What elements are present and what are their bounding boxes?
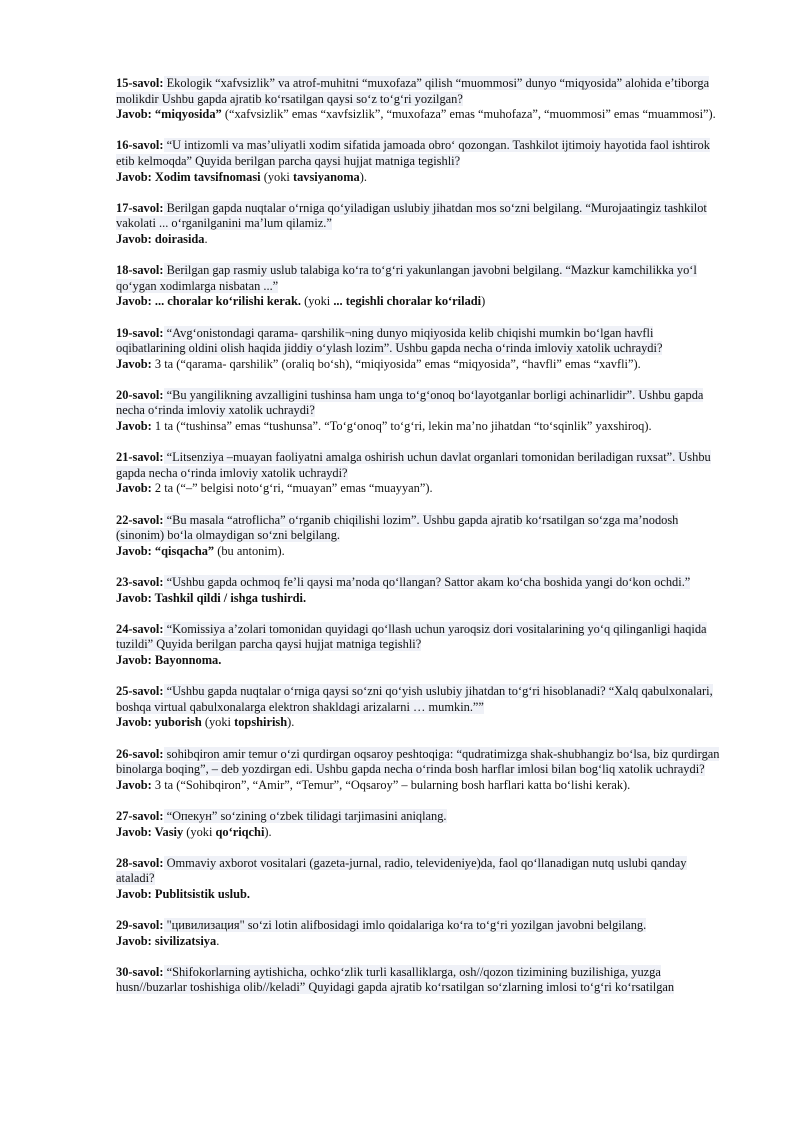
answer-segment: (yoki xyxy=(201,715,235,730)
question-text xyxy=(116,201,722,232)
question-block xyxy=(116,965,722,996)
answer-segment: Publitsistik uslub. xyxy=(151,886,250,901)
question-text xyxy=(116,138,722,169)
answer-label: Javob: xyxy=(116,933,152,948)
question-body: Berilgan gap rasmiy uslub talabiga ko‘ra to‘g‘ri yakunlangan javobni belgilang. “Mazkur kamchilikka yo‘l qo‘ygan xodimlarga nisbatan ...” xyxy=(116,263,697,293)
question-text xyxy=(116,513,722,544)
question-body: “Bu masala “atroflicha” o‘rganib chiqilishi lozim”. Ushbu gapda ajratib ko‘rsatilgan so‘zga ma’nodosh (sinonim) bo‘la olmaydigan so‘zni belgilang. xyxy=(116,512,679,543)
answer-label: Javob: xyxy=(116,777,152,792)
question-number: 20-savol: xyxy=(116,387,164,402)
answer-segment: sivilizatsiya xyxy=(151,933,217,948)
question-body: Berilgan gapda nuqtalar o‘rniga qo‘yiladigan uslubiy jihatdan mos so‘zni belgilang. “Murojaatingiz tashkilot vakolati ... o‘rganilganini ma’lum qilamiz.” xyxy=(116,200,707,231)
question-text xyxy=(116,809,722,825)
answer-label: Javob: xyxy=(116,294,152,309)
question-body: “Shifokorlarning aytishicha, ochko‘zlik turli kasalliklarga, osh//qozon tizimining buzilishiga, yuzga husn//buzarlar toshishiga olib//keladi” Quyidagi gapda ajratib ko‘rsatilgan so‘zlarning imlosi to‘g‘ri ko‘rsatilgan xyxy=(116,964,675,995)
answer-segment: (yoki xyxy=(300,294,334,309)
answer-label: Javob: xyxy=(116,356,152,371)
question-block xyxy=(116,326,722,373)
question-number: 23-savol: xyxy=(116,575,164,589)
question-body: “Ushbu gapda nuqtalar o‘rniga qaysi so‘zni qo‘yish uslubiy jihatdan to‘g‘ri hisoblanadi? “Xalq qabulxonalari, boshqa virtual qabulxonalarga elektron shakldagi arizalarni … mumkin.”” xyxy=(116,684,713,714)
answer-label: Javob: xyxy=(116,652,152,667)
question-block xyxy=(116,513,722,560)
answer-line xyxy=(116,419,722,435)
question-text xyxy=(116,856,722,887)
question-block xyxy=(116,622,722,669)
answer-label: Javob: xyxy=(116,824,152,839)
question-block xyxy=(116,575,722,606)
question-body: Ekologik “xafvsizlik” va atrof-muhitni “muxofaza” qilish “muommosi” dunyo “miqyosida” alohida e’tiborga molikdir Ushbu gapda ajratib ko‘rsatilgan qaysi so‘z to‘g‘ri yozilgan? xyxy=(116,76,710,106)
answer-segment: “miqyosida” xyxy=(154,107,222,122)
answer-line xyxy=(116,544,722,560)
question-body: “Ushbu gapda ochmoq fe’li qaysi ma’noda qo‘llangan? Sattor akam ko‘cha boshida yangi do‘kon ochdi.” xyxy=(163,575,691,589)
answer-line xyxy=(116,887,722,903)
answer-line xyxy=(116,294,722,310)
answer-segment: (yoki xyxy=(183,824,216,839)
answer-label: Javob: xyxy=(116,107,152,122)
question-number: 27-savol: xyxy=(116,808,164,823)
question-text xyxy=(116,684,722,715)
answer-segment: Tashkil qildi / ishga tushirdi. xyxy=(151,590,307,605)
question-text xyxy=(116,450,722,481)
question-number: 15-savol: xyxy=(116,76,164,90)
answer-segment: topshirish xyxy=(234,715,288,730)
question-body: Ommaviy axborot vositalari (gazeta-jurnal, radio, televideniye)da, faol qo‘llanadigan nutq uslubi qanday ataladi? xyxy=(116,855,687,886)
answer-segment: Bayonnoma. xyxy=(151,652,222,667)
answer-line xyxy=(116,232,722,248)
answer-segment: Vasiy xyxy=(151,824,184,839)
answer-segment: tavsiyanoma xyxy=(292,169,360,184)
question-text xyxy=(116,747,722,778)
answer-label: Javob: xyxy=(116,231,152,246)
answer-segment: (yoki xyxy=(260,169,293,184)
answer-segment: ). xyxy=(287,715,295,730)
answer-segment: ) xyxy=(481,294,486,309)
answer-label: Javob: xyxy=(116,543,152,558)
question-block xyxy=(116,918,722,949)
question-text xyxy=(116,388,722,419)
answer-line xyxy=(116,653,722,669)
question-number: 17-savol: xyxy=(116,200,164,215)
answer-line xyxy=(116,715,722,731)
question-text xyxy=(116,76,722,107)
answer-segment: ). xyxy=(359,169,367,184)
question-body: “Bu yangilikning avzalligini tushinsa ham unga to‘g‘onoq bo‘layotganlar borligi achinarlidir”. Ushbu gapda necha o‘rinda imloviy xatolik uchraydi? xyxy=(116,387,704,418)
answer-segment: 1 ta (“tushinsa” emas “tushunsa”. “To‘g‘onoq” to‘g‘ri, lekin ma’no jihatdan “to‘sqinlik” yaxshiroq). xyxy=(151,419,652,434)
question-text xyxy=(116,326,722,357)
question-block xyxy=(116,856,722,903)
question-number: 21-savol: xyxy=(116,450,164,465)
answer-segment: . xyxy=(216,933,220,948)
answer-label: Javob: xyxy=(116,169,152,184)
answer-line xyxy=(116,107,722,123)
answer-segment: . xyxy=(204,231,208,246)
answer-line xyxy=(116,481,722,497)
question-block xyxy=(116,388,722,435)
answer-segment: 3 ta (“qarama- qarshilik” (oraliq bo‘sh), “miqiyosida” emas “miqyosida”, “havfli” emas “xavfli”). xyxy=(151,356,641,371)
answer-line xyxy=(116,825,722,841)
answer-line xyxy=(116,591,722,607)
question-text xyxy=(116,622,722,653)
question-number: 16-savol: xyxy=(116,138,164,153)
question-number: 25-savol: xyxy=(116,684,164,699)
answer-segment: doirasida xyxy=(151,231,205,246)
question-block xyxy=(116,201,722,248)
answer-segment: 2 ta (“–” belgisi noto‘g‘ri, “muayan” emas “muayyan”). xyxy=(151,481,433,496)
question-number: 28-savol: xyxy=(116,855,164,870)
answer-line xyxy=(116,778,722,794)
question-text xyxy=(116,965,722,996)
answer-segment: ... choralar ko‘rilishi kerak. xyxy=(151,294,301,309)
answer-label: Javob: xyxy=(116,715,152,730)
answer-segment: ... tegishli choralar ko‘riladi xyxy=(333,294,482,309)
answer-segment: 3 ta (“Sohibqiron”, “Amir”, “Temur”, “Oqsaroy” – bularning bosh harflari katta bo‘lishi kerak). xyxy=(151,777,631,792)
question-block xyxy=(116,263,722,310)
answer-segment: (“xafvsizlik” emas “xavfsizlik”, “muxofaza” emas “muhofaza”, “muommosi” emas “muammosi”). xyxy=(221,107,716,122)
question-block xyxy=(116,747,722,794)
answer-line xyxy=(116,357,722,373)
question-number: 19-savol: xyxy=(116,325,164,340)
question-block xyxy=(116,809,722,840)
answer-segment: ). xyxy=(264,824,272,839)
question-block xyxy=(116,450,722,497)
answer-label: Javob: xyxy=(116,590,152,605)
question-number: 22-savol: xyxy=(116,512,164,527)
question-number: 24-savol: xyxy=(116,621,164,636)
question-body: “Komissiya a’zolari tomonidan quyidagi qo‘llash uchun yaroqsiz dori vositalarining yo‘q qilinganligi haqida tuzildi” Quyida berilgan parcha qaysi hujjat matniga tegishli? xyxy=(116,621,707,652)
question-list xyxy=(116,76,722,1012)
answer-segment: “qisqacha” xyxy=(151,543,215,558)
question-block xyxy=(116,138,722,185)
answer-label: Javob: xyxy=(116,419,152,434)
question-body: sohibqiron amir temur o‘zi qurdirgan oqsaroy peshtoqiga: “qudratimizga shak-shubhangiz bo‘lsa, biz qurdirgan binolarga boqing”, – deb yozdirgan edi. Ushbu gapda necha o‘rinda bosh harflar imlosi bilan bog‘liq xatolik uchraydi? xyxy=(116,746,720,777)
question-body: “Опекун” so‘zining o‘zbek tilidagi tarjimasini aniqlang. xyxy=(163,808,447,823)
question-body: “U intizomli va mas’uliyatli xodim sifatida jamoada obro‘ qozongan. Tashkilot ijtimoiy hayotida faol ishtirok etib kelmoqda” Quyida berilgan parcha qaysi hujjat matniga tegishli? xyxy=(116,138,710,168)
question-body: "цивилизация" so‘zi lotin alifbosidagi imlo qoidalariga ko‘ra to‘g‘ri yozilgan javobni belgilang. xyxy=(163,918,647,933)
answer-label: Javob: xyxy=(116,481,152,496)
question-body: “Litsenziya –muayan faoliyatni amalga oshirish uchun davlat organlari tomonidan beriladigan ruxsat”. Ushbu gapda necha o‘rinda imloviy xatolik uchraydi? xyxy=(116,450,711,480)
question-block xyxy=(116,76,722,123)
question-number: 18-savol: xyxy=(116,263,164,278)
question-number: 26-savol: xyxy=(116,746,164,761)
answer-segment: yuborish xyxy=(151,715,202,730)
question-text xyxy=(116,263,722,294)
answer-label: Javob: xyxy=(116,886,152,901)
answer-segment: (bu antonim). xyxy=(214,543,285,558)
answer-line xyxy=(116,170,722,186)
question-body: “Avg‘onistondagi qarama- qarshilik¬ning dunyo miqiyosida kelib chiqishi mumkin bo‘lgan havfli oqibatlarining oldini olish haqida jiddiy o‘ylash lozim”. Ushbu gapda necha o‘rinda imloviy xatolik uchraydi? xyxy=(116,325,663,356)
answer-segment: Xodim tavsifnomasi xyxy=(151,169,261,184)
question-text xyxy=(116,575,722,591)
question-block xyxy=(116,684,722,731)
question-number: 29-savol: xyxy=(116,918,164,933)
question-number: 30-savol: xyxy=(116,964,164,979)
question-text xyxy=(116,918,722,934)
answer-segment: qo‘riqchi xyxy=(215,824,265,839)
answer-line xyxy=(116,934,722,950)
